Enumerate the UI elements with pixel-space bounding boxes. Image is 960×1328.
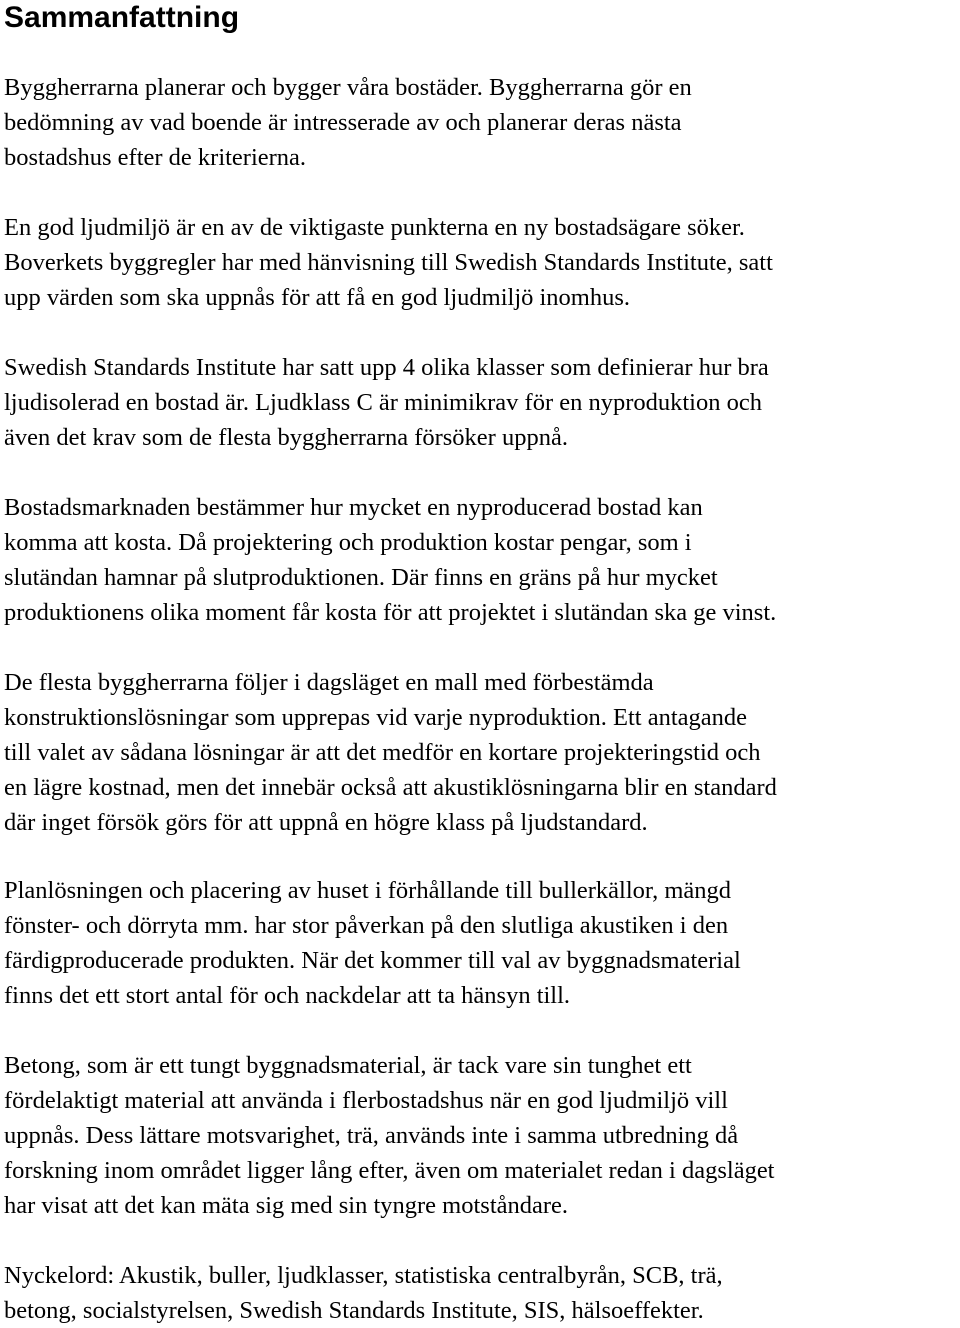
page-title: Sammanfattning xyxy=(4,1,240,34)
text-line: fördelaktigt material att använda i flerbostadshus när en god ljudmiljö vill xyxy=(4,1087,728,1114)
text-line: där inget försök görs för att uppnå en högre klass på ljudstandard. xyxy=(4,809,648,836)
text-line: konstruktionslösningar som upprepas vid varje nyproduktion. Ett antagande xyxy=(4,704,748,731)
paragraph-housing-market xyxy=(4,490,776,630)
text-line: De flesta byggherrarna följer i dagsläget en mall med förbestämda xyxy=(4,669,654,696)
text-line: finns det ett stort antal för och nackdelar att ta hänsyn till. xyxy=(4,982,571,1009)
text-line: slutändan hamnar på slutproduktionen. Där finns en gräns på hur mycket xyxy=(4,564,718,591)
text-line: till valet av sådana lösningar är att det medför en kortare projekteringstid och xyxy=(4,739,761,766)
text-line: komma att kosta. Då projektering och produktion kostar pengar, som i xyxy=(4,529,692,556)
text-line: en lägre kostnad, men det innebär också att akustiklösningarna blir en standard xyxy=(4,774,777,801)
text-line: även det krav som de flesta byggherrarna försöker uppnå. xyxy=(4,424,568,451)
document-page xyxy=(4,0,958,1324)
text-line: bostadshus efter de kriterierna. xyxy=(4,144,307,171)
text-line: fönster- och dörryta mm. har stor påverkan på den slutliga akustiken i den xyxy=(4,912,729,939)
text-line: upp värden som ska uppnås för att få en god ljudmiljö inomhus. xyxy=(4,284,631,311)
paragraph-floor-plan xyxy=(4,873,741,1013)
text-line: Boverkets byggregler har med hänvisning till Swedish Standards Institute, satt xyxy=(4,249,773,276)
text-line: Bostadsmarknaden bestämmer hur mycket en nyproducerad bostad kan xyxy=(4,494,703,521)
text-line: uppnås. Dess lättare motsvarighet, trä, används inte i samma utbredning då xyxy=(4,1122,739,1149)
paragraph-intro xyxy=(4,70,692,175)
text-line: bedömning av vad boende är intresserade av och planerar deras nästa xyxy=(4,109,682,136)
text-line: Swedish Standards Institute har satt upp 4 olika klasser som definierar hur bra xyxy=(4,354,769,381)
text-line: En god ljudmiljö är en av de viktigaste punkterna en ny bostadsägare söker. xyxy=(4,214,745,241)
text-line: färdigproducerade produkten. När det kommer till val av byggnadsmaterial xyxy=(4,947,741,974)
text-line: Nyckelord: Akustik, buller, ljudklasser, statistiska centralbyrån, SCB, trä, xyxy=(4,1262,723,1289)
paragraph-concrete xyxy=(4,1048,775,1223)
paragraph-keywords xyxy=(4,1258,723,1328)
text-line: Betong, som är ett tungt byggnadsmaterial, är tack vare sin tunghet ett xyxy=(4,1052,692,1079)
text-line: forskning inom området ligger lång efter, även om materialet redan i dagsläget xyxy=(4,1157,775,1184)
text-line: Byggherrarna planerar och bygger våra bostäder. Byggherrarna gör en xyxy=(4,74,692,101)
paragraph-construction-solutions xyxy=(4,665,777,840)
paragraph-sound-classes xyxy=(4,350,769,455)
text-line: Planlösningen och placering av huset i förhållande till bullerkällor, mängd xyxy=(4,877,732,904)
text-line: betong, socialstyrelsen, Swedish Standards Institute, SIS, hälsoeffekter. xyxy=(4,1297,704,1324)
text-line: har visat att det kan mäta sig med sin tyngre motståndare. xyxy=(4,1192,569,1219)
paragraph-sound-environment xyxy=(4,210,773,315)
text-line: ljudisolerad en bostad är. Ljudklass C är minimikrav för en nyproduktion och xyxy=(4,389,762,416)
text-line: produktionens olika moment får kosta för att projektet i slutändan ska ge vinst. xyxy=(4,599,777,626)
